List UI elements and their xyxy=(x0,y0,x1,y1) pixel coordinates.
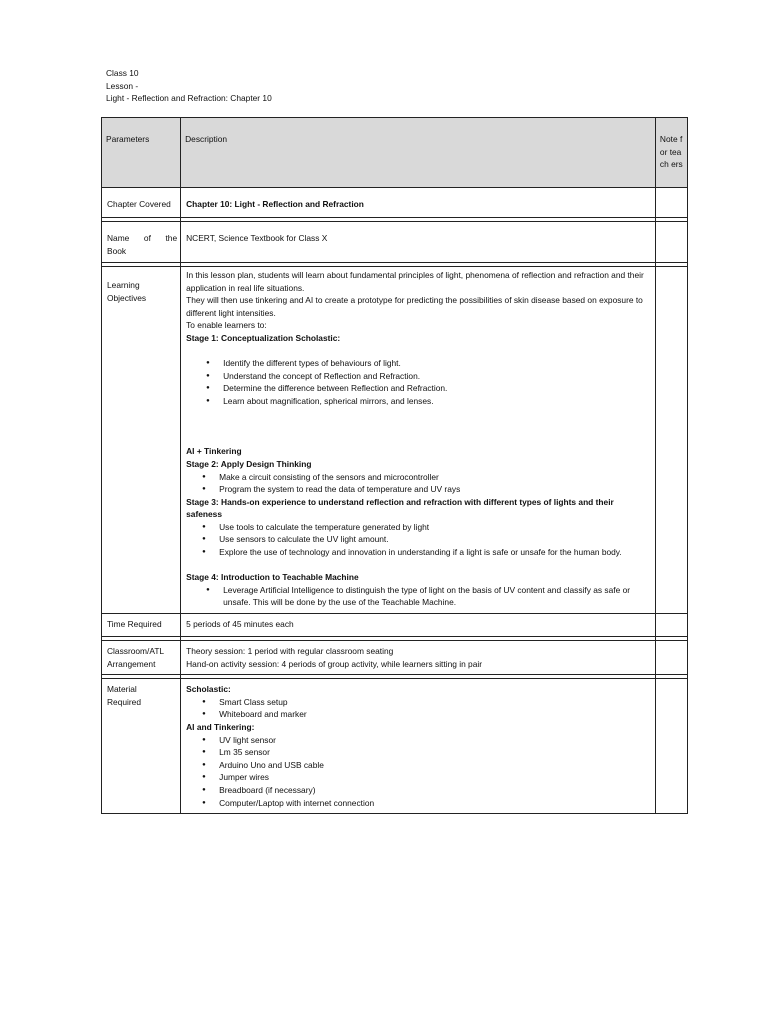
stage-2-title: Stage 2: Apply Design Thinking xyxy=(186,458,312,469)
table-row-time xyxy=(102,614,688,637)
row-value: Chapter 10: Light - Reflection and Refraction xyxy=(181,188,656,218)
ai-tinkering-title: AI + Tinkering xyxy=(186,446,242,457)
list-item: ● Understand the concept of Reflection and Refraction. xyxy=(206,370,652,383)
row-note xyxy=(655,267,687,614)
row-label: Chapter Covered xyxy=(102,188,181,218)
list-item: ● Use sensors to calculate the UV light amount. xyxy=(202,533,652,546)
stage-1-title: Stage 1: Conceptualization Scholastic: xyxy=(186,332,341,343)
row-note xyxy=(655,614,687,637)
row-note xyxy=(655,641,687,675)
stage-3-list xyxy=(186,521,652,559)
header-lesson: Lesson - xyxy=(106,80,139,91)
row-label: Classroom/ATL Arrangement xyxy=(102,641,181,675)
ai-tinkering-materials-title: AI and Tinkering: xyxy=(186,722,255,732)
document-header xyxy=(106,67,272,105)
row-note xyxy=(655,222,687,263)
stage-3-title: Stage 3: Hands-on experience to understand reflection and refraction with different types of lights and their safeness xyxy=(186,496,614,520)
row-note xyxy=(655,188,687,218)
list-item: ● UV light sensor xyxy=(202,734,652,747)
scholastic-list xyxy=(186,696,652,721)
objectives-intro: In this lesson plan, students will learn about fundamental principles of light, phenomena of reflection and refraction and their application in real life situations. xyxy=(186,270,644,293)
stage-4-title: Stage 4: Introduction to Teachable Machine xyxy=(186,572,359,583)
row-label: Name of the Book xyxy=(102,222,181,263)
row-label: Time Required xyxy=(102,614,181,637)
row-label: Learning Objectives xyxy=(102,267,181,614)
row-value: 5 periods of 45 minutes each xyxy=(181,614,656,637)
list-item: ● Smart Class setup xyxy=(202,696,652,709)
table-row-learning-objectives xyxy=(102,267,688,614)
list-item: ● Determine the difference between Reflection and Refraction. xyxy=(206,382,652,395)
list-item: ● Whiteboard and marker xyxy=(202,708,652,721)
list-item: ● Breadboard (if necessary) xyxy=(202,784,652,797)
list-item: ● Leverage Artificial Intelligence to distinguish the type of light on the basis of UV content and classify as safe or unsafe. This will be done by the use of the Teachable Machine. xyxy=(206,584,652,609)
row-value: NCERT, Science Textbook for Class X xyxy=(181,222,656,263)
table-row-material xyxy=(102,679,688,814)
stage-4-list xyxy=(186,584,652,609)
objectives-intro: They will then use tinkering and AI to create a prototype for predicting the possibilities of skin disease based on exposure to different light intensities. xyxy=(186,295,643,318)
book-label-line: Name of the xyxy=(107,233,178,243)
scholastic-title: Scholastic: xyxy=(186,684,231,695)
header-chapter: Light - Reflection and Refraction: Chapter 10 xyxy=(106,93,272,104)
list-item: ● Make a circuit consisting of the sensors and microcontroller xyxy=(202,471,652,484)
header-class: Class 10 xyxy=(106,68,139,78)
lesson-plan-table xyxy=(101,117,688,814)
list-item: ● Arduino Uno and USB cable xyxy=(202,759,652,772)
header-cell-parameters: Parameters xyxy=(102,118,181,188)
table-header-row xyxy=(102,118,688,188)
stage-2-list xyxy=(186,471,652,496)
list-item: ● Explore the use of technology and innovation in understanding if a light is safe or unsafe for the human body. xyxy=(202,546,652,559)
list-item: ● Learn about magnification, spherical mirrors, and lenses. xyxy=(206,395,652,408)
list-item: ● Program the system to read the data of temperature and UV rays xyxy=(202,483,652,496)
row-value: Theory session: 1 period with regular classroom seating Hand-on activity session: 4 periods of group activity, while learners sitting in pair xyxy=(181,641,656,675)
ai-materials-list xyxy=(186,734,652,810)
row-note xyxy=(655,679,687,814)
table-row-chapter xyxy=(102,188,688,218)
header-cell-note: Note for teach ers xyxy=(655,118,687,188)
list-item: ● Jumper wires xyxy=(202,771,652,784)
row-value xyxy=(181,679,656,814)
list-item: ● Lm 35 sensor xyxy=(202,746,652,759)
header-cell-description: Description xyxy=(181,118,656,188)
row-value: In this lesson plan, students will learn about fundamental principles of light, phenomena of reflection and refraction and their application in real life situations. They will then use tinkering and AI to create a prototype for predicting the possibilities of skin disease based on exposure to different light intensities. To enable learners to: Stage 1: Conceptualization Scholastic: ● Identify the different types of behaviours of light. ● Understand the concept of Reflection and Refraction. ● Determine the difference between Reflection and Refraction. ● Learn about magnification, spherical mirrors, and lenses. AI + Tinkering Stage 2: Apply Design Thinking ● Make a circuit consisting of the sensors and microcontroller ● Program the system to read the data of temperature and UV rays Stage 3: Hands-on experience to understand reflection and refraction with different types of lights and their safeness ● Use tools to calculate the temperature generated by light ● Use sensors to calculate the UV light amount. ● Explore the use of technology and innovation in understanding if a light is safe or unsafe for the human body. Stage 4: Introduction to Teachable Machine ● Leverage Artificial Intelligence to distinguish the type of light on the basis of UV content and classify as safe or unsafe. This will be done by the use of the Teachable Machine. xyxy=(181,267,656,614)
list-item: ● Computer/Laptop with internet connection xyxy=(202,797,652,810)
table-row-classroom xyxy=(102,641,688,675)
list-item: ● Identify the different types of behaviours of light. xyxy=(206,357,652,370)
list-item: ● Use tools to calculate the temperature generated by light xyxy=(202,521,652,534)
table-row-book xyxy=(102,222,688,263)
row-label: Material Required xyxy=(102,679,181,814)
stage-1-list xyxy=(186,357,652,407)
